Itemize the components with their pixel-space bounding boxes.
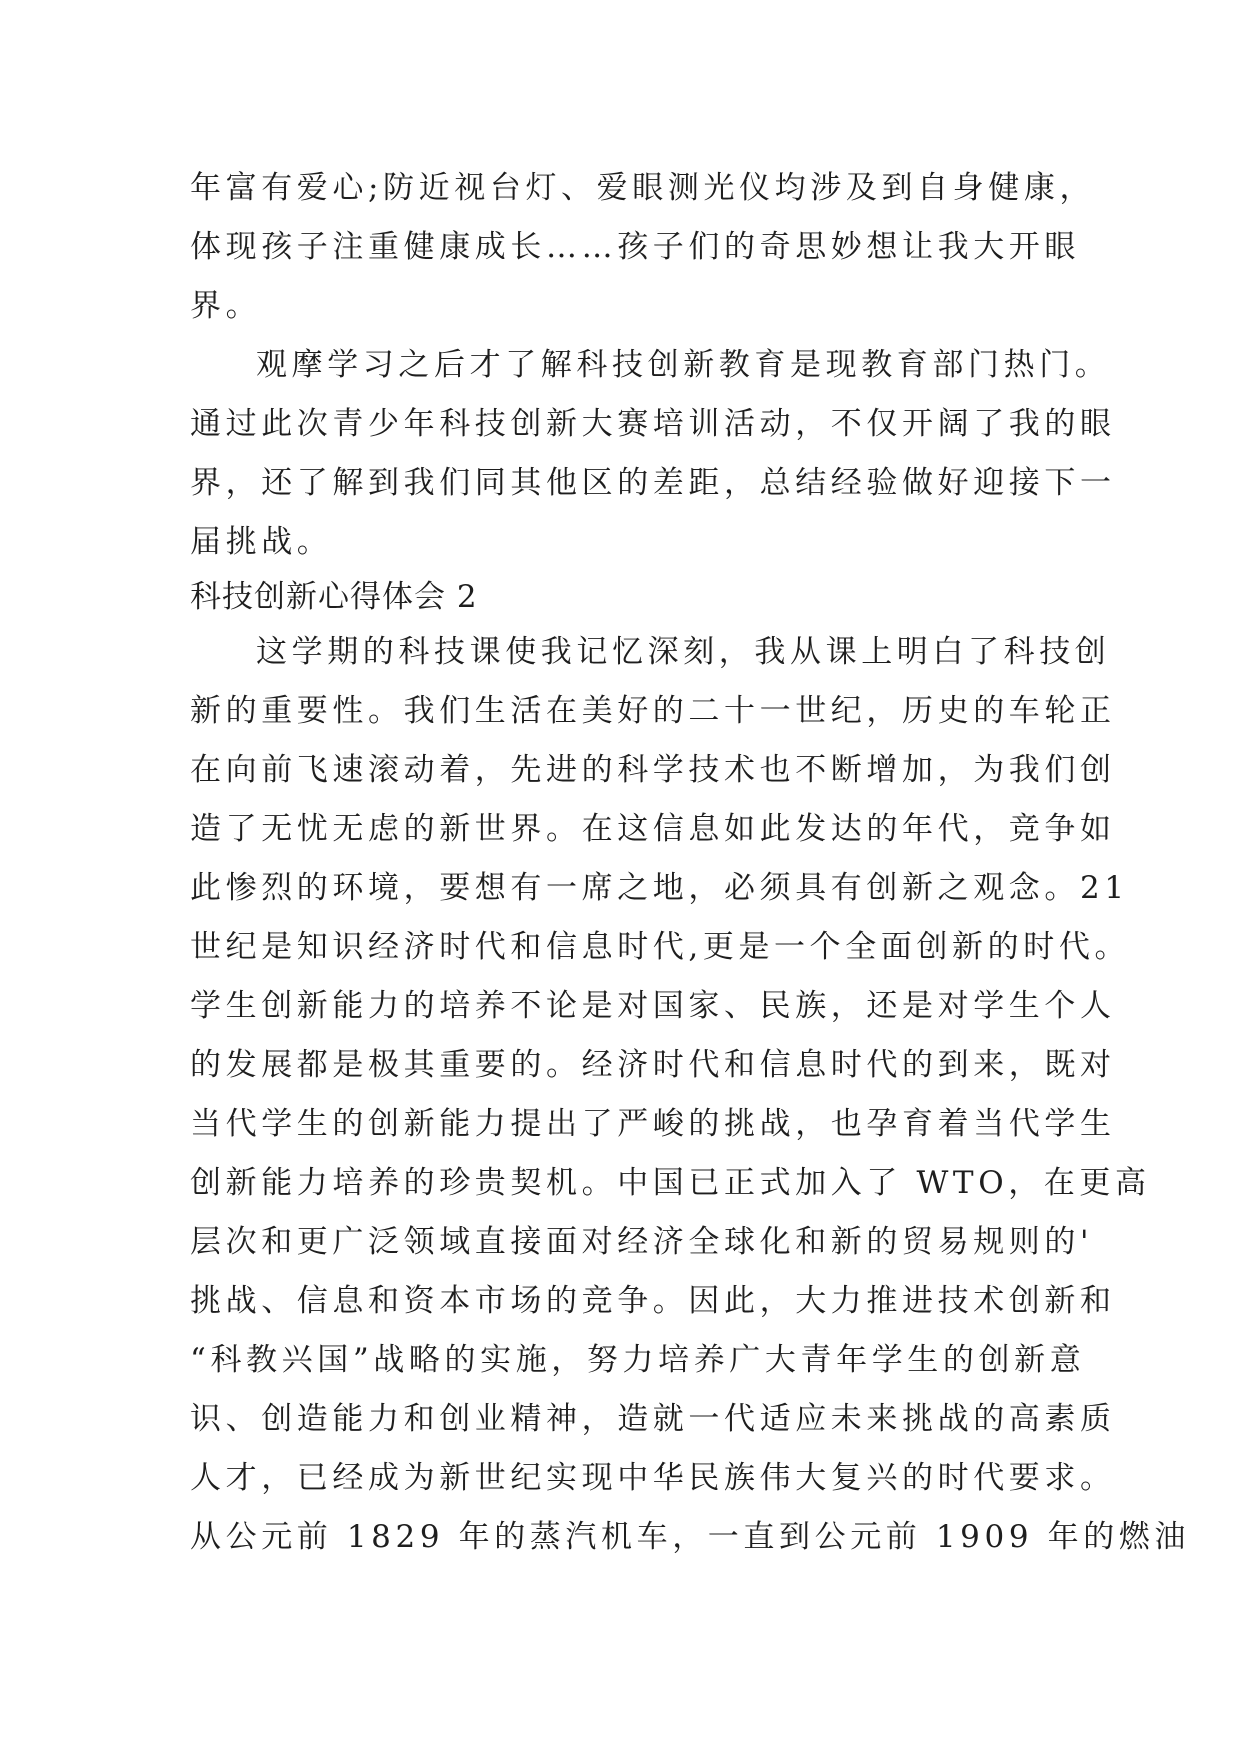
text-line: 识、创造能力和创业精神，造就一代适应未来挑战的高素质	[190, 1401, 1116, 1437]
text-line: 挑战、信息和资本市场的竞争。因此，大力推进技术创新和	[190, 1283, 1116, 1319]
text-line: 界。	[190, 288, 262, 324]
text-line: 届挑战。	[190, 524, 333, 560]
text-line: 体现孩子注重健康成长……孩子们的奇思妙想让我大开眼	[190, 229, 1080, 265]
text-line: 当代学生的创新能力提出了严峻的挑战，也孕育着当代学生	[190, 1106, 1116, 1142]
text-line: 通过此次青少年科技创新大赛培训活动，不仅开阔了我的眼	[190, 406, 1116, 442]
text-line: 年富有爱心;防近视台灯、爱眼测光仪均涉及到自身健康，	[190, 170, 1096, 206]
paragraph-first-line: 这学期的科技课使我记忆深刻，我从课上明白了科技创	[256, 634, 1111, 670]
text-line: “科教兴国”战略的实施，努力培养广大青年学生的创新意	[190, 1342, 1086, 1378]
text-line: 层次和更广泛领域直接面对经济全球化和新的贸易规则的'	[190, 1224, 1094, 1260]
text-line: 的发展都是极其重要的。经济时代和信息时代的到来，既对	[190, 1047, 1116, 1083]
section-heading: 科技创新心得体会 2	[190, 579, 478, 615]
text-line: 创新能力培养的珍贵契机。中国已正式加入了 WTO，在更高	[190, 1165, 1151, 1201]
text-line: 造了无忧无虑的新世界。在这信息如此发达的年代，竞争如	[190, 811, 1116, 847]
text-line: 学生创新能力的培养不论是对国家、民族，还是对学生个人	[190, 988, 1116, 1024]
text-line: 此惨烈的环境，要想有一席之地，必须具有创新之观念。21	[190, 870, 1129, 906]
text-line: 世纪是知识经济时代和信息时代,更是一个全面创新的时代。	[190, 929, 1131, 965]
text-line: 从公元前 1829 年的蒸汽机车，一直到公元前 1909 年的燃油	[190, 1519, 1190, 1555]
paragraph-first-line: 观摩学习之后才了解科技创新教育是现教育部门热门。	[256, 347, 1111, 383]
text-line: 新的重要性。我们生活在美好的二十一世纪，历史的车轮正	[190, 693, 1116, 729]
text-line: 在向前飞速滚动着，先进的科学技术也不断增加，为我们创	[190, 752, 1116, 788]
text-line: 人才，已经成为新世纪实现中华民族伟大复兴的时代要求。	[190, 1460, 1116, 1496]
text-line: 界，还了解到我们同其他区的差距，总结经验做好迎接下一	[190, 465, 1116, 501]
